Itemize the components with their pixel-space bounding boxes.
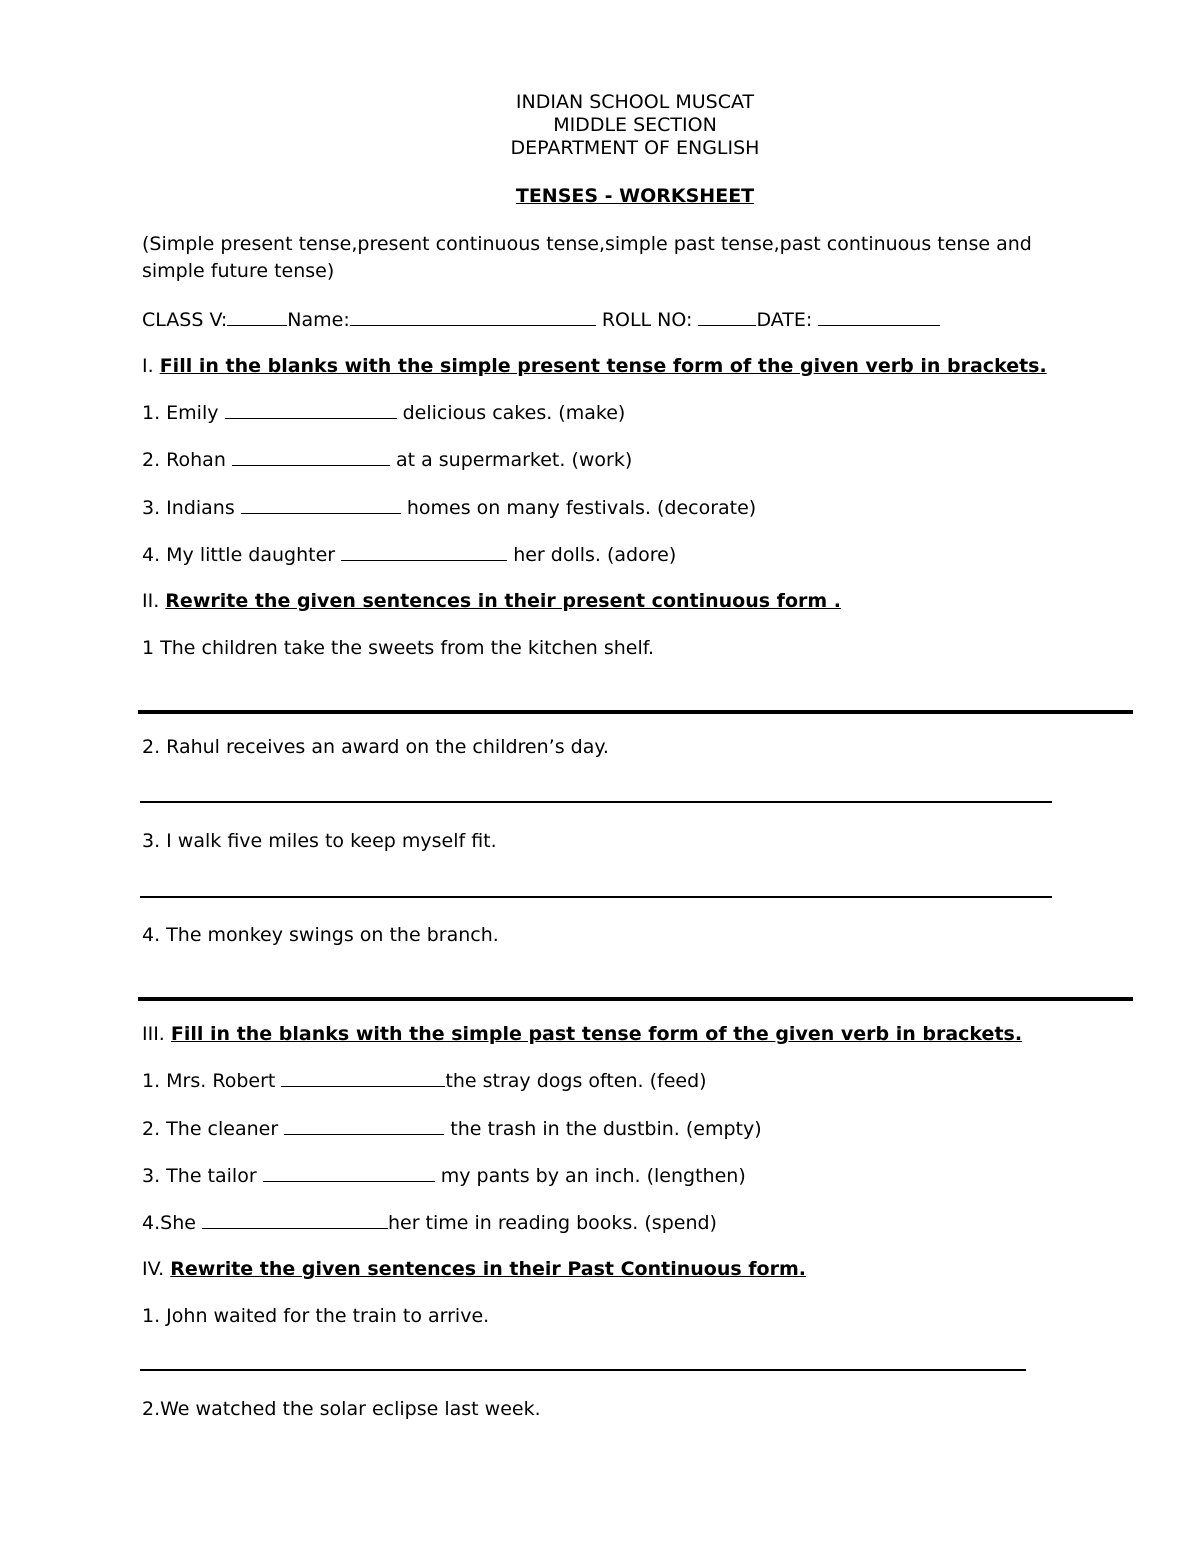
section-3-item-1: 1. Mrs. Robert the stray dogs often. (feed) bbox=[142, 1070, 707, 1092]
answer-blank[interactable] bbox=[202, 1210, 388, 1229]
section-name: MIDDLE SECTION bbox=[553, 114, 717, 136]
name-blank[interactable] bbox=[350, 307, 596, 326]
answer-line[interactable] bbox=[140, 896, 1052, 898]
date-label: DATE: bbox=[756, 309, 813, 331]
section-2-item-3: 3. I walk five miles to keep myself fit. bbox=[142, 830, 497, 852]
answer-blank[interactable] bbox=[232, 447, 390, 466]
section-4-instruction: Rewrite the given sentences in their Past Continuous form. bbox=[170, 1258, 806, 1280]
section-3-item-4: 4.She her time in reading books. (spend) bbox=[142, 1212, 717, 1234]
section-2-numeral: II. bbox=[142, 590, 160, 612]
section-1-item-1: 1. Emily delicious cakes. (make) bbox=[142, 402, 626, 424]
student-info-row bbox=[142, 307, 940, 332]
answer-blank[interactable] bbox=[263, 1163, 435, 1182]
answer-line[interactable] bbox=[140, 1369, 1026, 1371]
section-1-item-3: 3. Indians homes on many festivals. (decorate) bbox=[142, 497, 757, 519]
section-2-instruction: Rewrite the given sentences in their present continuous form . bbox=[165, 590, 841, 612]
section-1-instruction: Fill in the blanks with the simple present tense form of the given verb in brackets. bbox=[159, 355, 1047, 377]
section-2-heading bbox=[142, 589, 841, 613]
section-4-item-1: 1. John waited for the train to arrive. bbox=[142, 1305, 490, 1327]
section-3-heading bbox=[142, 1022, 1022, 1046]
section-3-numeral: III. bbox=[142, 1023, 165, 1045]
section-3-item-2: 2. The cleaner the trash in the dustbin. (empty) bbox=[142, 1118, 762, 1140]
section-3-item-3: 3. The tailor my pants by an inch. (lengthen) bbox=[142, 1165, 746, 1187]
name-label: Name: bbox=[287, 309, 350, 331]
answer-blank[interactable] bbox=[281, 1068, 445, 1087]
date-blank[interactable] bbox=[818, 307, 940, 326]
answer-line[interactable] bbox=[138, 710, 1133, 714]
section-4-item-2: 2.We watched the solar eclipse last week. bbox=[142, 1398, 541, 1420]
answer-blank[interactable] bbox=[284, 1116, 444, 1135]
class-blank[interactable] bbox=[227, 307, 287, 326]
section-3-instruction: Fill in the blanks with the simple past tense form of the given verb in brackets. bbox=[170, 1023, 1023, 1045]
answer-blank[interactable] bbox=[341, 542, 507, 561]
roll-label: ROLL NO: bbox=[601, 309, 693, 331]
worksheet-title: TENSES - WORKSHEET bbox=[515, 185, 755, 207]
answer-blank[interactable] bbox=[225, 400, 397, 419]
section-4-heading bbox=[142, 1257, 806, 1281]
intro-text: (Simple present tense,present continuous tense,simple past tense,past continuous tense and simple future tense) bbox=[142, 233, 1032, 282]
section-1-numeral: I. bbox=[142, 355, 154, 377]
section-1-item-4: 4. My little daughter her dolls. (adore) bbox=[142, 544, 677, 566]
section-1-heading bbox=[142, 354, 1047, 378]
answer-line[interactable] bbox=[138, 997, 1133, 1001]
section-2-item-4: 4. The monkey swings on the branch. bbox=[142, 924, 499, 946]
class-label: CLASS V: bbox=[142, 309, 228, 331]
section-4-numeral: IV. bbox=[142, 1258, 165, 1280]
department-name: DEPARTMENT OF ENGLISH bbox=[510, 137, 760, 159]
section-2-item-1: 1 The children take the sweets from the kitchen shelf. bbox=[142, 637, 655, 659]
section-1-item-2: 2. Rohan at a supermarket. (work) bbox=[142, 449, 633, 471]
answer-line[interactable] bbox=[140, 801, 1052, 803]
school-name: INDIAN SCHOOL MUSCAT bbox=[515, 91, 755, 113]
answer-blank[interactable] bbox=[241, 495, 401, 514]
roll-blank[interactable] bbox=[698, 307, 756, 326]
section-2-item-2: 2. Rahul receives an award on the children’s day. bbox=[142, 736, 609, 758]
